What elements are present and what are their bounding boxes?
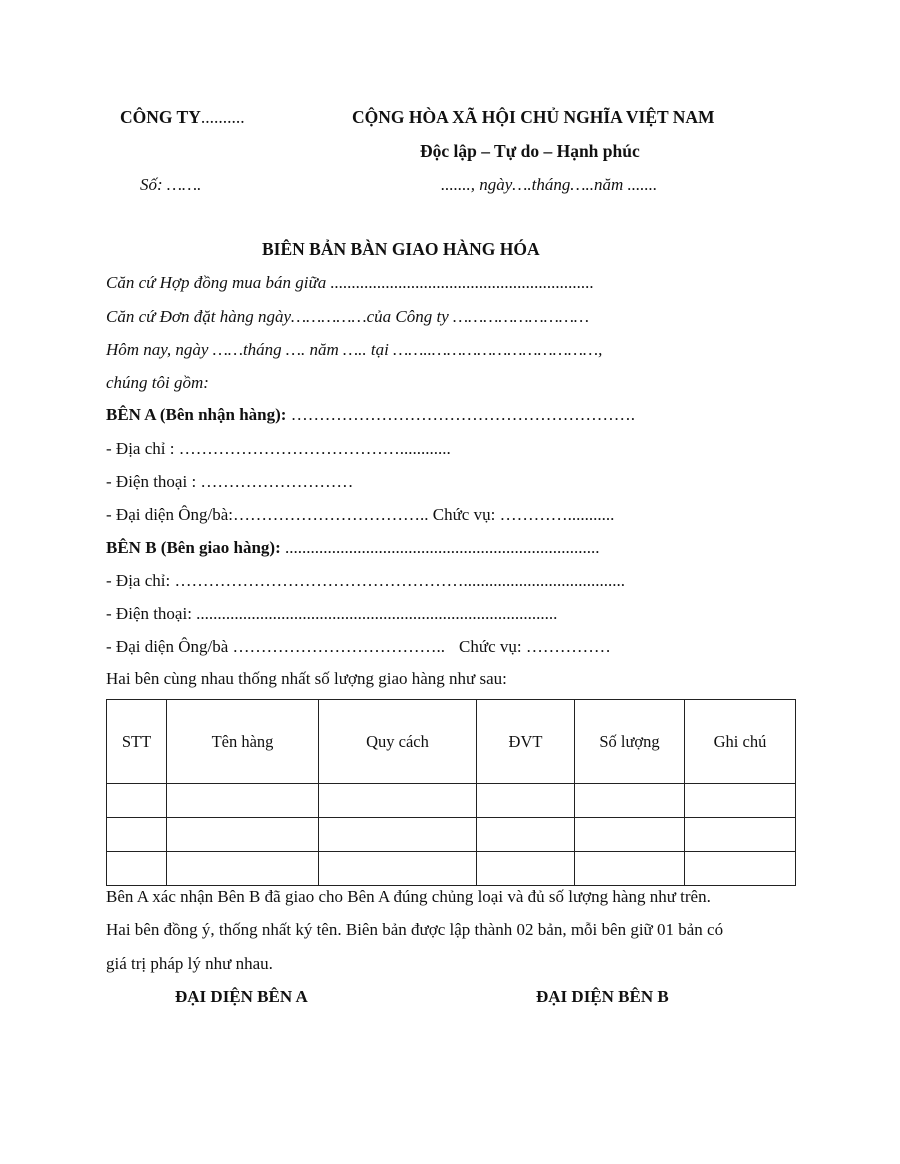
table-cell[interactable] (319, 818, 477, 852)
table-cell[interactable] (575, 784, 685, 818)
party-a-representative (106, 506, 614, 523)
party-a-address: - Địa chỉ : …………………………………............ (106, 439, 451, 458)
closing-line-2: Hai bên đồng ý, thống nhất ký tên. Biên bản được lập thành 02 bản, mỗi bên giữ 01 bản có (106, 920, 724, 939)
table-cell[interactable] (477, 852, 575, 886)
basis-order-line: Căn cứ Đơn đặt hàng ngày……………của Công ty ……………………… (106, 307, 590, 326)
party-a-heading (106, 406, 635, 423)
column-header-stt: STT (107, 700, 167, 784)
document-date: ......., ngày….tháng…..năm ....... (441, 175, 658, 194)
column-header-unit: ĐVT (477, 700, 575, 784)
table-cell[interactable] (167, 818, 319, 852)
party-b-address: - Địa chỉ: ……………………………………………...................................... (106, 571, 625, 590)
party-a-heading-label: BÊN A (Bên nhận hàng): (106, 405, 287, 424)
agreement-intro: Hai bên cùng nhau thống nhất số lượng giao hàng như sau: (106, 669, 507, 688)
national-title: CỘNG HÒA XÃ HỘI CHỦ NGHĨA VIỆT NAM (352, 107, 715, 127)
column-header-quantity: Số lượng (575, 700, 685, 784)
table-cell[interactable] (107, 818, 167, 852)
table-cell[interactable] (685, 818, 796, 852)
national-motto: Độc lập – Tự do – Hạnh phúc (420, 141, 640, 161)
table-cell[interactable] (319, 784, 477, 818)
party-b-position: Chức vụ: …………… (459, 637, 611, 656)
table-cell[interactable] (575, 818, 685, 852)
company-dots: .......... (200, 107, 245, 127)
party-b-representative-name: - Đại diện Ông/bà ……………………………….. (106, 637, 446, 656)
table-cell[interactable] (477, 818, 575, 852)
table-cell[interactable] (685, 784, 796, 818)
table-row (107, 784, 796, 818)
column-header-item-name: Tên hàng (167, 700, 319, 784)
basis-contract-line: Căn cứ Hợp đồng mua bán giữa .............................................................. (106, 273, 595, 292)
party-b-heading-label: BÊN B (Bên giao hàng): (106, 538, 281, 557)
signature-party-b: ĐẠI DIỆN BÊN B (536, 987, 669, 1006)
table-row (107, 818, 796, 852)
party-a-phone: - Điện thoại : ……………………… (106, 472, 354, 491)
table-cell[interactable] (685, 852, 796, 886)
closing-line-3: giá trị pháp lý như nhau. (106, 954, 273, 973)
party-a-representative-name: - Đại diện Ông/bà:…………………………….. (106, 505, 429, 524)
party-a-heading-dots: ……………………………………………………. (286, 405, 635, 424)
column-header-note: Ghi chú (685, 700, 796, 784)
closing-line-1: Bên A xác nhận Bên B đã giao cho Bên A đúng chủng loại và đủ số lượng hàng như trên. (106, 887, 711, 906)
document-number: Số: ……. (140, 175, 202, 194)
table-cell[interactable] (167, 784, 319, 818)
column-header-specification: Quy cách (319, 700, 477, 784)
company-name (120, 109, 245, 127)
party-b-heading (106, 539, 600, 556)
goods-table (106, 699, 796, 886)
table-cell[interactable] (167, 852, 319, 886)
document-title: BIÊN BẢN BÀN GIAO HÀNG HÓA (262, 239, 540, 259)
signature-party-a: ĐẠI DIỆN BÊN A (175, 987, 308, 1006)
table-header-row (107, 700, 796, 784)
party-a-position: Chức vụ: …………........... (428, 505, 615, 524)
table-cell[interactable] (107, 784, 167, 818)
party-b-phone: - Điện thoại: ..................................................................................... (106, 604, 558, 623)
table-cell[interactable] (477, 784, 575, 818)
party-b-representative (106, 638, 611, 655)
attendees-intro: chúng tôi gồm: (106, 373, 209, 392)
table-cell[interactable] (107, 852, 167, 886)
table-cell[interactable] (575, 852, 685, 886)
party-b-heading-dots: .......................................................................... (280, 538, 600, 557)
table-cell[interactable] (319, 852, 477, 886)
company-label: CÔNG TY (120, 107, 201, 127)
table-row (107, 852, 796, 886)
meeting-date-line: Hôm nay, ngày ……tháng …. năm ….. tại ……..……………………………, (106, 340, 603, 359)
